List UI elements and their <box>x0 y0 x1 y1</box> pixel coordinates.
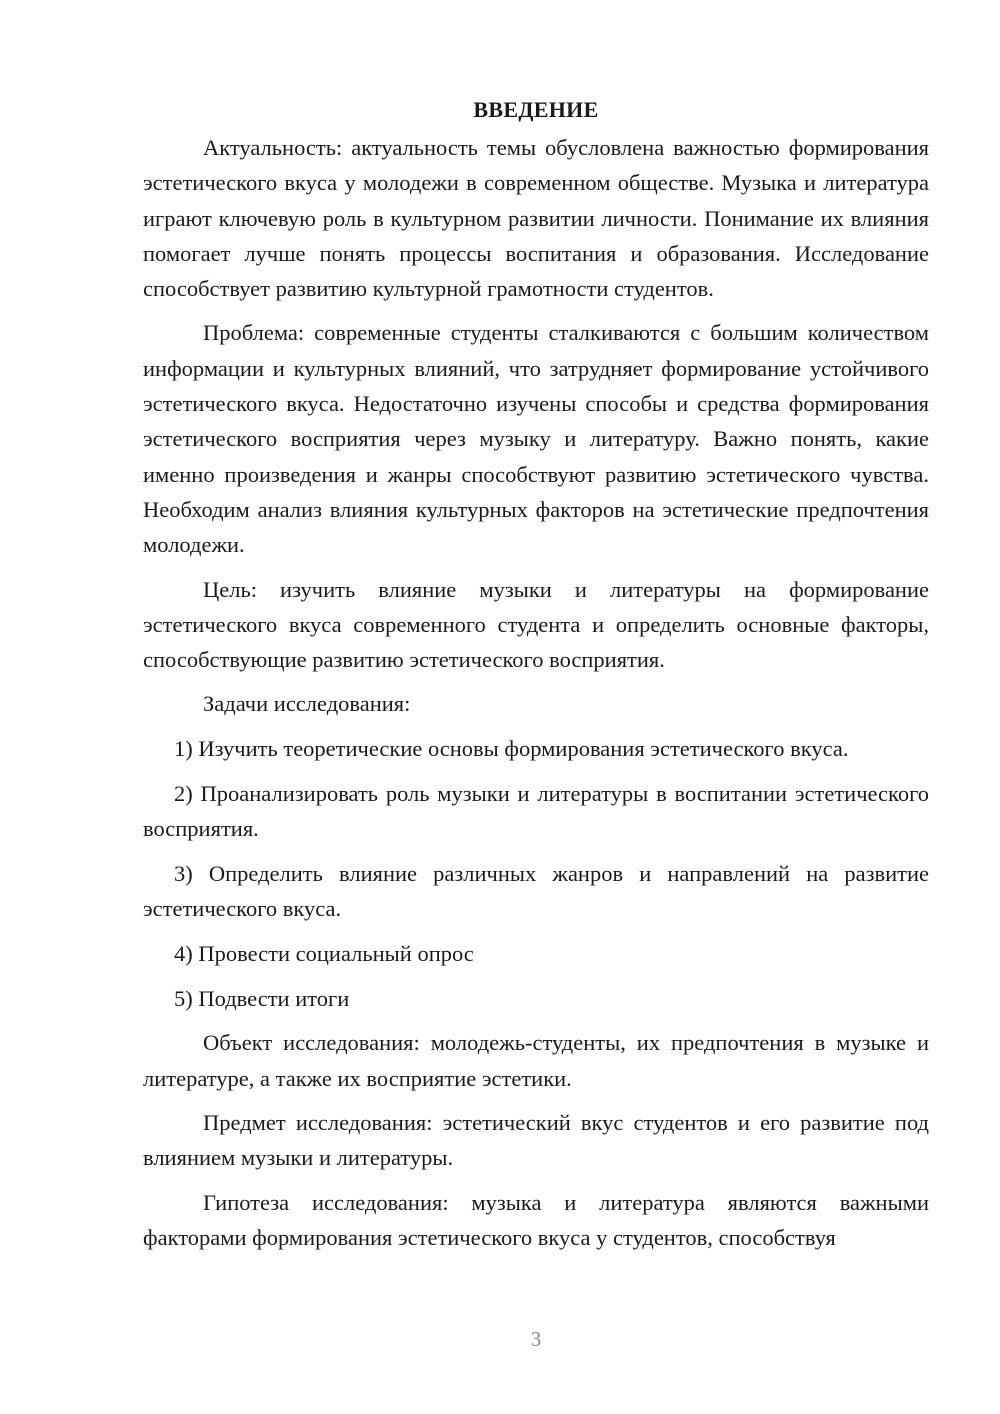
document-page <box>143 92 929 1264</box>
hypothesis-paragraph: Гипотеза исследования: музыка и литература являются важными факторами формирования эстетического вкуса у студентов, способствуя <box>143 1189 929 1250</box>
task-item-3: 3) Определить влияние различных жанров и направлений на развитие эстетического вкуса. <box>143 860 929 921</box>
goal-paragraph: Цель: изучить влияние музыки и литературы на формирование эстетического вкуса современного студента и определить основные факторы, способствующие развитию эстетического восприятия. <box>143 576 929 673</box>
task-item-4: 4) Провести социальный опрос <box>174 940 474 966</box>
subject-paragraph: Предмет исследования: эстетический вкус студентов и его развитие под влиянием музыки и литературы. <box>143 1109 929 1171</box>
object-paragraph: Объект исследования: молодежь-студенты, их предпочтения в музыке и литературе, а также их восприятие эстетики. <box>143 1030 929 1091</box>
tasks-heading: Задачи исследования: <box>203 691 411 717</box>
problem-paragraph: Проблема: современные студенты сталкиваются с большим количеством информации и культурных влияний, что затрудняет формирование устойчивого эстетического вкуса. Недостаточно изучены способы и средства формирования эстетического восприятия через музыку и литературу. Важно понять, какие именно произведения и жанры способствуют развитию эстетического чувства. Необходим анализ влияния культурных факторов на эстетические предпочтения молодежи. <box>143 320 929 558</box>
task-item-2: 2) Проанализировать роль музыки и литературы в воспитании эстетического восприятия. <box>143 780 929 841</box>
task-item-1: 1) Изучить теоретические основы формирования эстетического вкуса. <box>174 735 849 761</box>
page-title: ВВЕДЕНИЕ <box>473 97 599 122</box>
page-number: 3 <box>530 1327 542 1351</box>
task-item-5: 5) Подвести итоги <box>174 985 350 1011</box>
relevance-paragraph: Актуальность: актуальность темы обусловлена важностью формирования эстетического вкуса у молодежи в современном обществе. Музыка и литература играют ключевую роль в культурном развитии личности. Понимание их влияния помогает лучше понять процессы воспитания и образования. Исследование способствует развитию культурной грамотности студентов. <box>143 135 929 302</box>
